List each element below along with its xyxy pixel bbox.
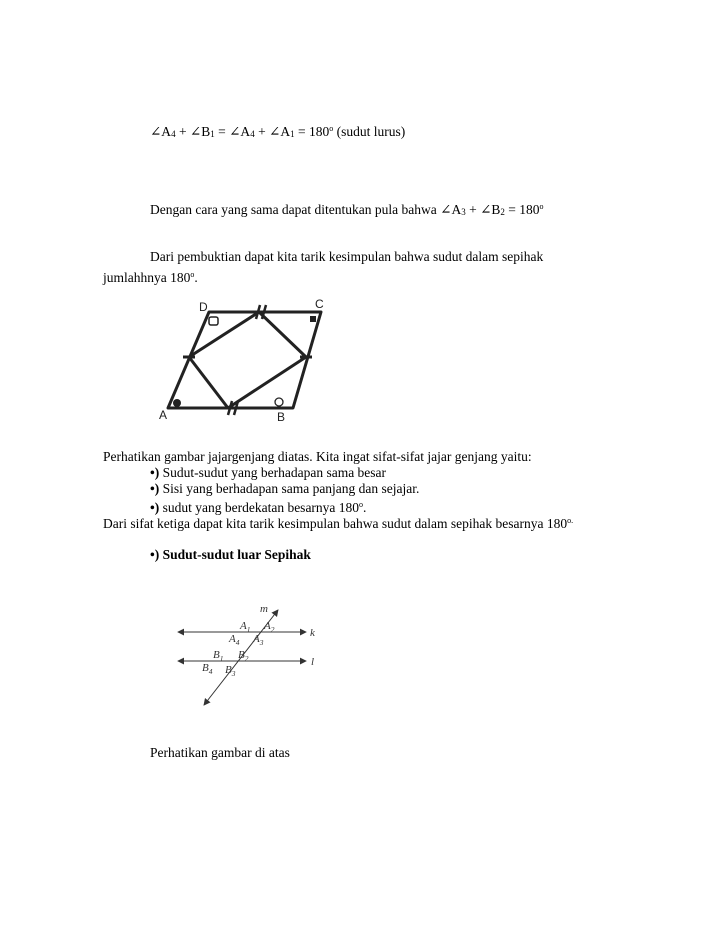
conclusion-text: jumlahhnya 180: [103, 270, 191, 285]
eq1-a4: ∠A: [150, 124, 172, 139]
vertex-label-b: B: [277, 410, 286, 424]
eq1-eq-a4: = ∠A: [214, 124, 251, 139]
third-property-text: Dari sifat ketiga dapat kita tarik kesimpulan bahwa sudut dalam sepihak besarnya 180: [103, 516, 568, 531]
bullet-text-3: sudut yang berdekatan besarnya 180: [159, 500, 360, 515]
angle-label-b1: $B_1$: [213, 649, 224, 663]
eq2-a3-sub: 3: [461, 207, 466, 217]
conclusion-dot: .: [194, 270, 198, 285]
bullet-mark-2: •): [150, 481, 160, 496]
paragraph-parallelogram-properties: Perhatikan gambar jajargenjang diatas. Kita ingat sifat-sifat jajar genjang yaitu:: [103, 449, 532, 464]
line-label-l: l: [311, 656, 315, 668]
eq2-b2: + ∠B: [465, 202, 501, 217]
eq1-b1-sub: 1: [210, 129, 215, 139]
eq1-degree: o: [329, 124, 334, 133]
third-property-degree: o.: [567, 516, 574, 525]
eq2-eq: = 180: [504, 202, 540, 217]
angle-label-b2: $B_2$: [238, 649, 249, 663]
conclusion-degree: o: [190, 270, 195, 279]
angle-label-a3: $A_3$: [253, 633, 264, 647]
line-label-m: m: [260, 603, 268, 615]
eq2-text: Dengan cara yang sama dapat ditentukan pula bahwa ∠A: [150, 202, 462, 217]
eq1-tail: (sudut lurus): [333, 124, 406, 139]
angle-label-b3: $B_3$: [225, 664, 236, 678]
bullet-mark-1: •): [150, 465, 160, 480]
eq1-a1: + ∠A: [254, 124, 291, 139]
vertex-label-c: C: [315, 297, 324, 311]
eq1-180: = 180: [294, 124, 330, 139]
vertex-label-d: D: [199, 300, 208, 314]
eq2-degree: o: [539, 202, 544, 211]
eq1-a1-sub: 1: [290, 129, 295, 139]
eq1-b1: + ∠B: [175, 124, 211, 139]
angle-label-a2: $A_2$: [264, 620, 275, 634]
bullet-text-1: Sudut-sudut yang berhadapan sama besar: [159, 465, 387, 480]
bullet-end-3: .: [363, 500, 367, 515]
bullet-text-2: Sisi yang berhadapan sama panjang dan sejajar.: [159, 481, 420, 496]
angle-label-a4: $A_4$: [229, 633, 240, 647]
bullet-mark-3: •): [150, 500, 160, 515]
eq1-a4-sub2: 4: [250, 129, 255, 139]
angle-label-b4: $B_4$: [202, 662, 213, 676]
line-label-k: k: [310, 627, 315, 639]
vertex-label-a: A: [159, 408, 168, 422]
section-heading: •) Sudut-sudut luar Sepihak: [150, 547, 311, 562]
paragraph-conclusion-line-1: Dari pembuktian dapat kita tarik kesimpulan bahwa sudut dalam sepihak: [150, 249, 544, 264]
eq1-a4-sub: 4: [171, 129, 176, 139]
bullet-degree-3: o: [359, 500, 364, 509]
angle-label-a1: $A_1$: [240, 620, 251, 634]
paragraph-see-figure: Perhatikan gambar di atas: [150, 745, 290, 760]
eq2-b2-sub: 2: [500, 207, 505, 217]
